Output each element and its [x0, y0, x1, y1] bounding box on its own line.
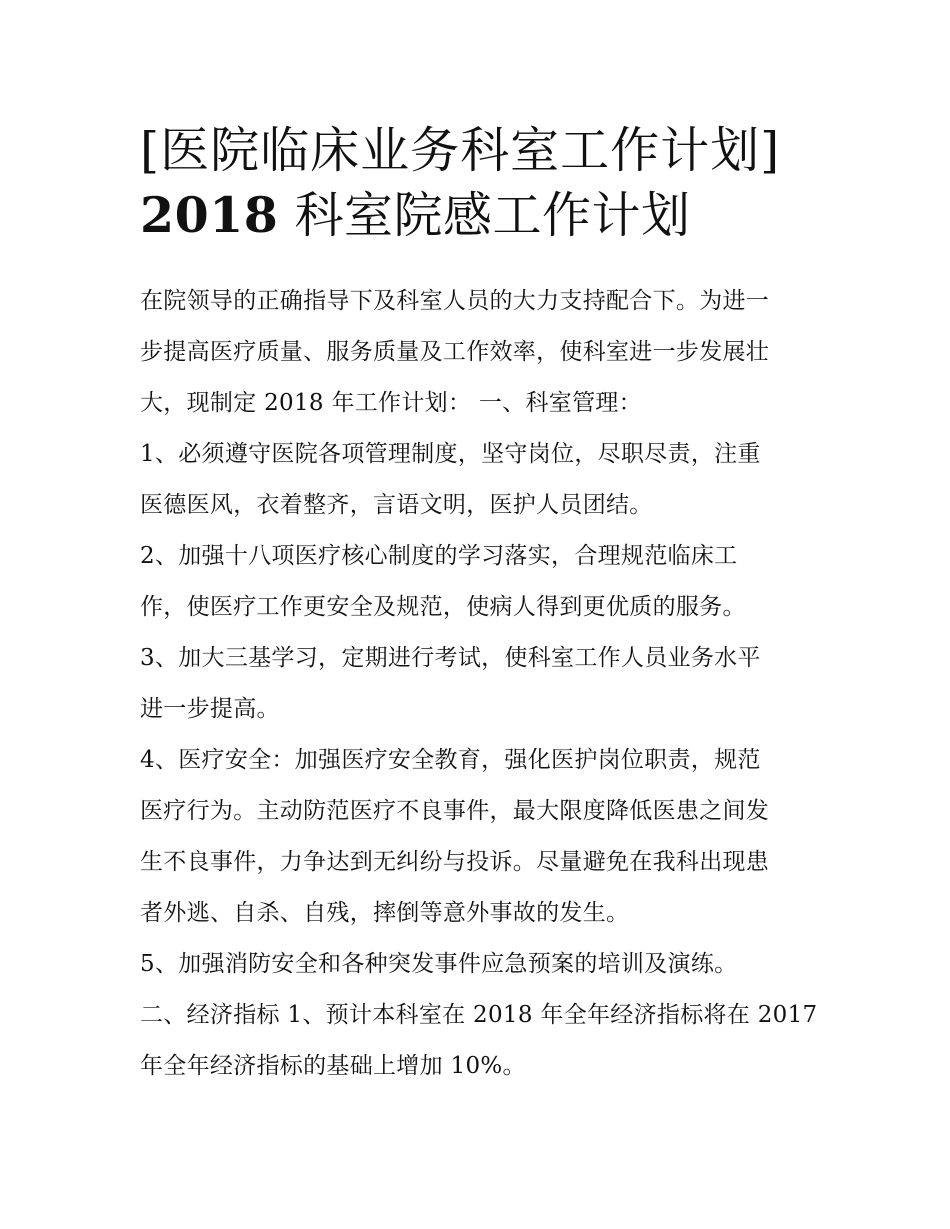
body-line: 作，使医疗工作更安全及规范，使病人得到更优质的服务。	[140, 594, 746, 620]
body-line: 进一步提高。	[140, 696, 280, 722]
title-subject: 科室院感工作计划	[278, 187, 691, 244]
body-line: 医德医风，衣着整齐，言语文明，医护人员团结。	[140, 492, 653, 518]
title-line-2	[140, 183, 840, 248]
document-title	[140, 118, 840, 248]
body-line: 4、医疗安全：加强医疗安全教育，强化医护岗位职责，规范	[140, 747, 761, 773]
body-line: 医疗行为。主动防范医疗不良事件，最大限度降低医患之间发	[140, 798, 770, 824]
body-line: 二、经济指标 1、预计本科室在 2018 年全年经济指标将在 2017	[140, 1002, 818, 1028]
title-line-1: [医院临床业务科室工作计划]	[140, 122, 781, 179]
body-line: 3、加大三基学习，定期进行考试，使科室工作人员业务水平	[140, 645, 761, 671]
body-line: 步提高医疗质量、服务质量及工作效率，使科室进一步发展壮	[140, 339, 770, 365]
body-line: 1、必须遵守医院各项管理制度，坚守岗位，尽职尽责，注重	[140, 441, 761, 467]
body-line: 生不良事件，力争达到无纠纷与投诉。尽量避免在我科出现患	[140, 849, 770, 875]
body-line: 者外逃、自杀、自残，摔倒等意外事故的发生。	[140, 900, 630, 926]
body-line: 大，现制定 2018 年工作计划： 一、科室管理：	[140, 390, 642, 416]
body-line: 5、加强消防安全和各种突发事件应急预案的培训及演练。	[140, 951, 738, 977]
body-line: 年全年经济指标的基础上增加 10%。	[140, 1053, 526, 1079]
body-line: 2、加强十八项医疗核心制度的学习落实，合理规范临床工	[140, 543, 738, 569]
document-body	[140, 276, 820, 1092]
title-year: 2018	[140, 186, 279, 244]
body-line: 在院领导的正确指导下及科室人员的大力支持配合下。为进一	[140, 288, 770, 314]
